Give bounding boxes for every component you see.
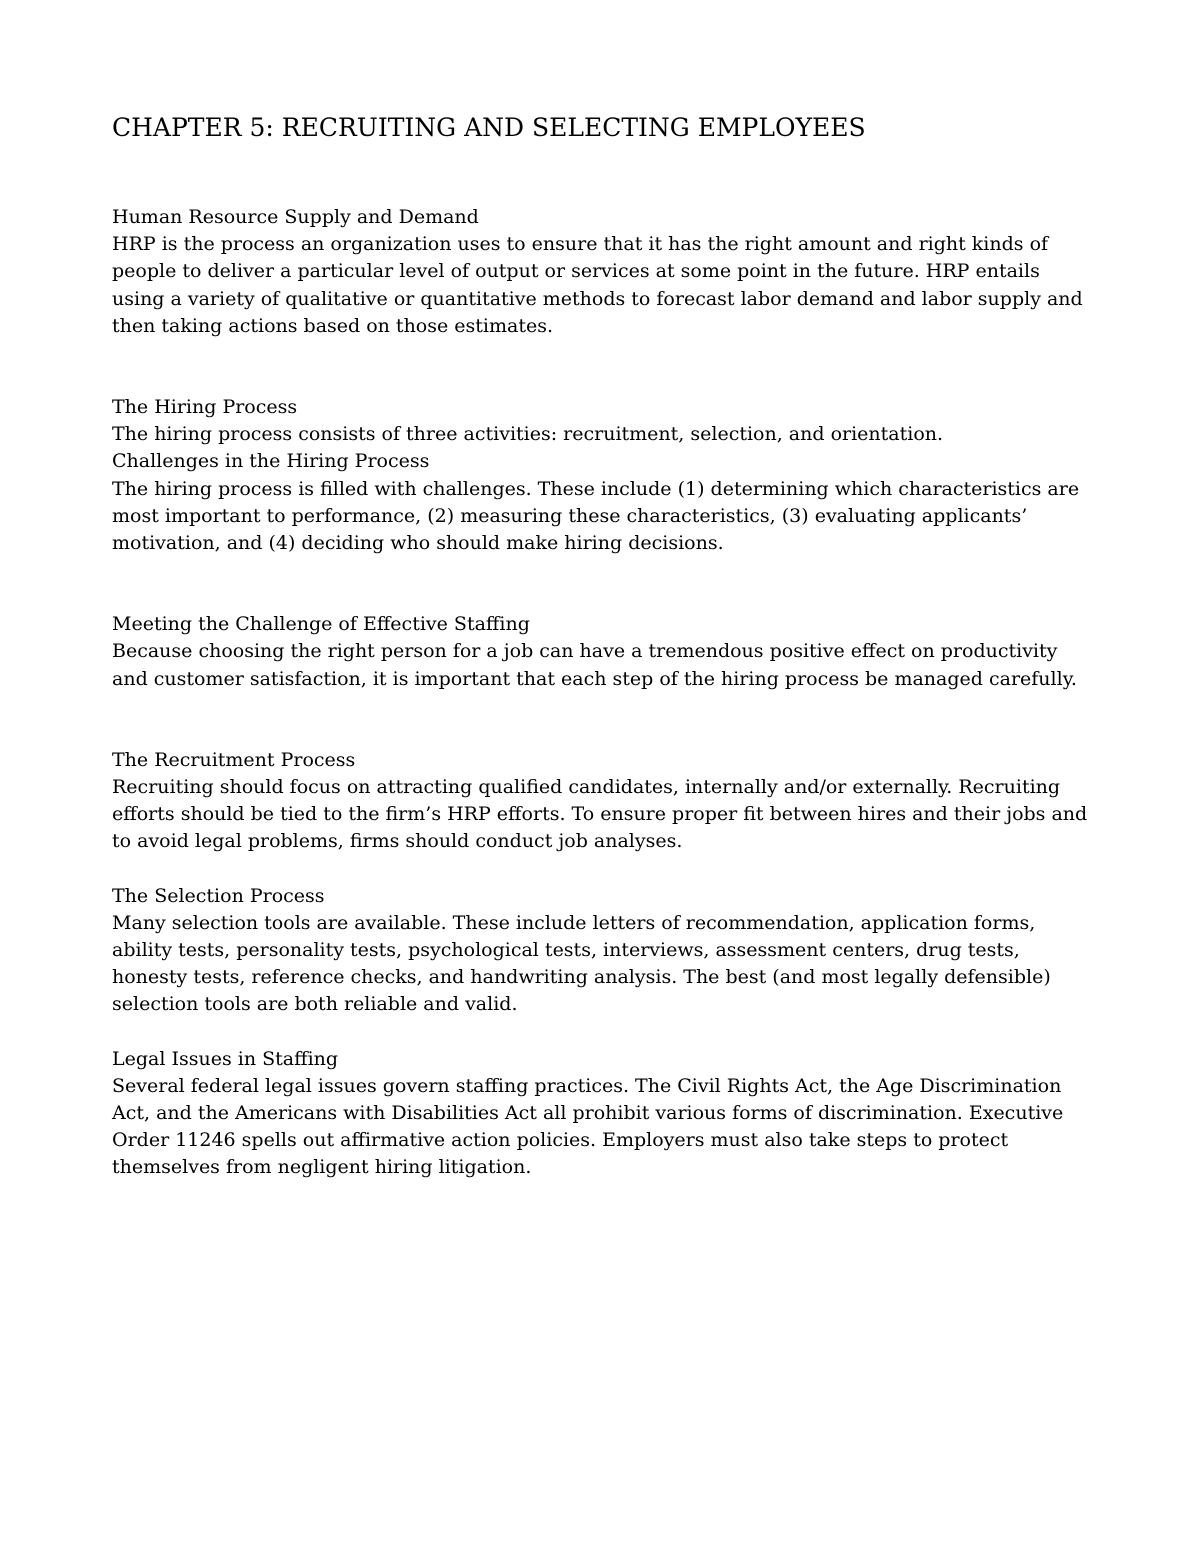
spacer [112, 557, 1097, 611]
section-effective-staffing [112, 611, 1097, 693]
section-body: Recruiting should focus on attracting qualified candidates, internally and/or externally. Recruiting efforts should be tied to the firm’s HRP efforts. To ensure proper fit between hires and their jobs and to avoid legal problems, firms should conduct job analyses. [112, 776, 1088, 853]
document-page [112, 108, 1097, 1182]
section-recruitment-process [112, 747, 1097, 856]
section-heading: The Recruitment Process [112, 748, 356, 771]
section-hiring-challenges [112, 448, 1097, 557]
section-hiring-process [112, 394, 1097, 448]
section-selection-process [112, 883, 1097, 1019]
section-body: Several federal legal issues govern staffing practices. The Civil Rights Act, the Age Discrimination Act, and the Americans with Disabilities Act all prohibit various forms of discrimination. Executive Order 11246 spells out affirmative action policies. Employers must also take steps to protect themselves from negligent hiring litigation. [112, 1074, 1064, 1179]
section-body: HRP is the process an organization uses to ensure that it has the right amount and right kinds of people to deliver a particular level of output or services at some point in the future. HRP entails using a variety of qualitative or quantitative methods to forecast labor demand and labor supply and then taking actions based on those estimates. [112, 233, 1083, 337]
spacer [112, 1019, 1097, 1046]
section-heading: Legal Issues in Staffing [112, 1047, 339, 1070]
section-heading: Meeting the Challenge of Effective Staffing [112, 613, 530, 636]
section-legal-issues [112, 1046, 1097, 1182]
section-heading: The Hiring Process [112, 396, 298, 419]
section-hr-supply-demand [112, 204, 1097, 340]
section-heading: Human Resource Supply and Demand [112, 206, 479, 228]
section-heading: Challenges in the Hiring Process [112, 450, 430, 473]
section-body: The hiring process is filled with challenges. These include (1) determining which characteristics are most important to performance, (2) measuring these characteristics, (3) evaluating applicants’ motivation, and (4) deciding who should make hiring decisions. [112, 477, 1080, 555]
section-heading: The Selection Process [112, 884, 325, 907]
section-body: The hiring process consists of three activities: recruitment, selection, and orientation. [112, 423, 944, 446]
spacer [112, 693, 1097, 747]
spacer [112, 148, 1097, 204]
section-body: Many selection tools are available. These include letters of recommendation, application forms, ability tests, personality tests, psychological tests, interviews, assessment centers, drug tests, honesty tests, reference checks, and handwriting analysis. The best (and most legally defensible) selection tools are both reliable and valid. [112, 911, 1051, 1016]
section-body: Because choosing the right person for a job can have a tremendous positive effect on productivity and customer satisfaction, it is important that each step of the hiring process be managed carefully. [112, 640, 1077, 690]
chapter-title: CHAPTER 5: RECRUITING AND SELECTING EMPLOYEES [112, 113, 866, 142]
spacer [112, 856, 1097, 883]
spacer [112, 340, 1097, 394]
